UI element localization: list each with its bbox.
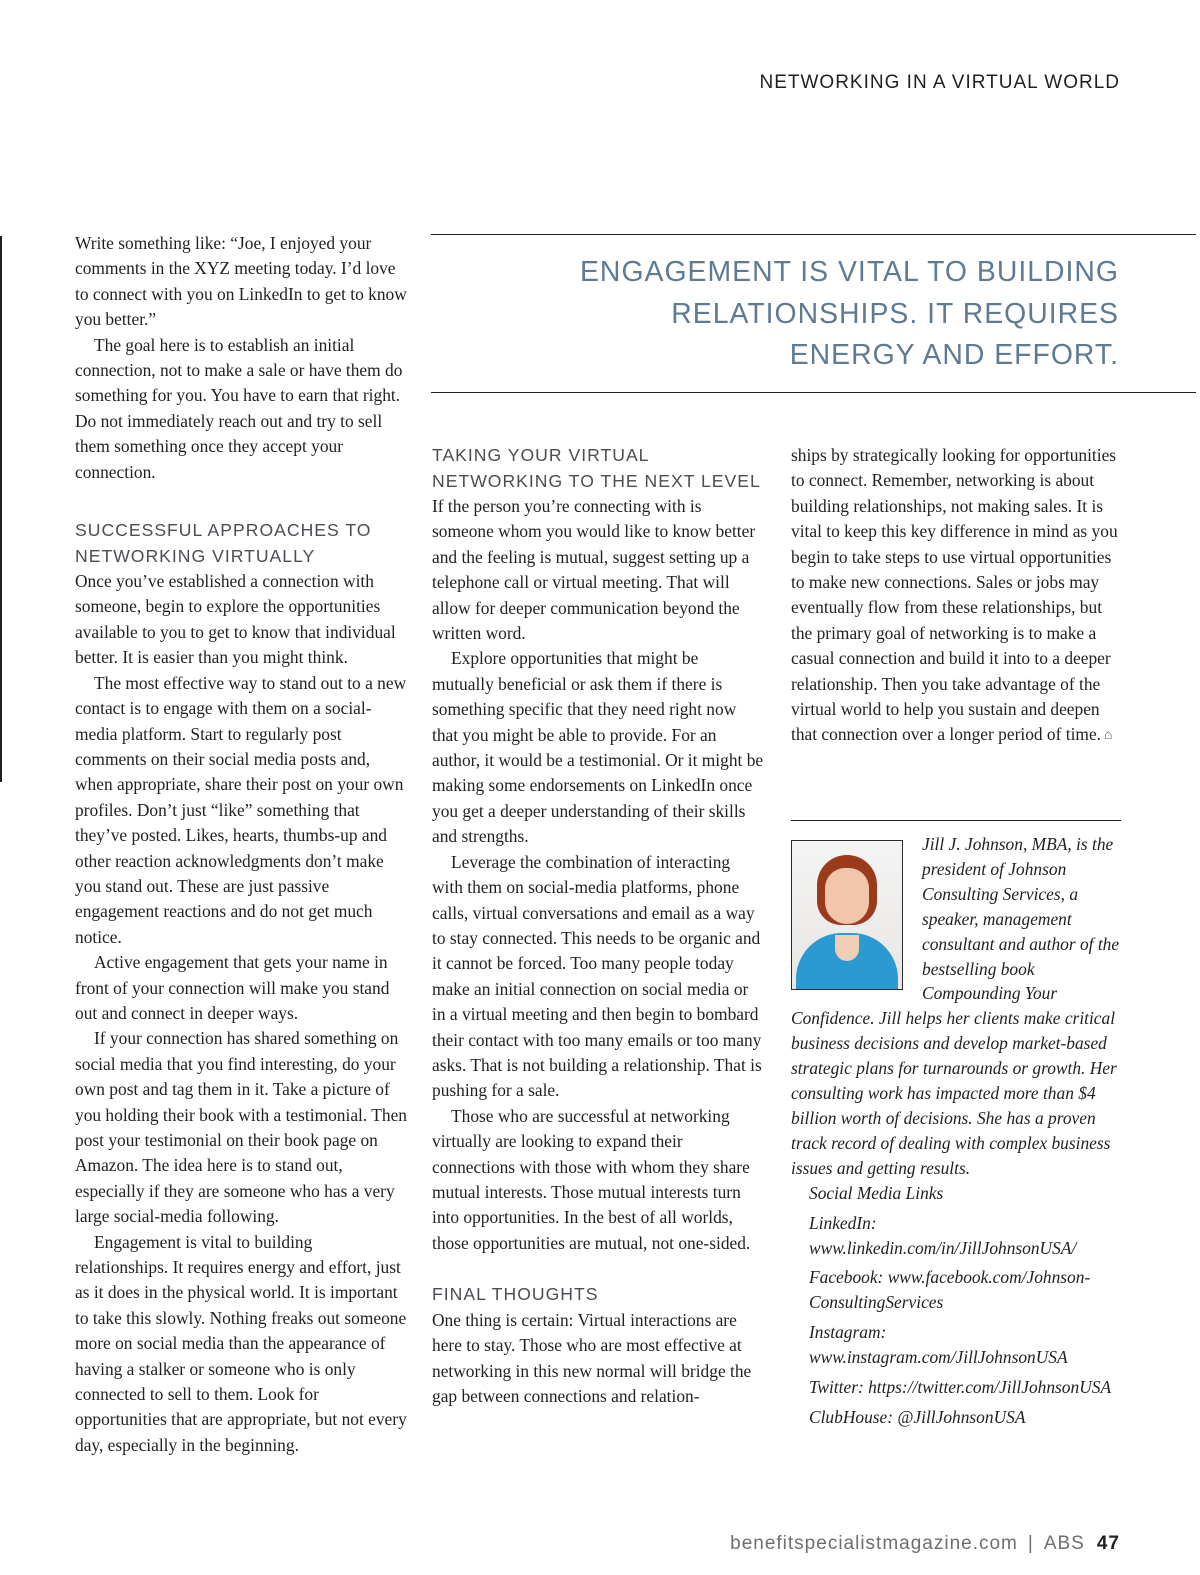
social-link-facebook[interactable]: Facebook: www.facebook.com/Johnson-ConsultingServices bbox=[809, 1267, 1091, 1313]
paragraph: The most effective way to stand out to a new contact is to engage with them on a social-media platform. Start to regularly post comments on their social media posts and, when appropriate, share their post on your own profiles. Don’t just “like” something that they’ve posted. Likes, hearts, thumbs-up and other reaction acknowledgments don’t make you stand out. These are just passive engagement reactions and do not get much notice. bbox=[75, 672, 407, 947]
pull-quote-line: ENGAGEMENT IS VITAL TO BUILDING bbox=[580, 256, 1119, 288]
social-links-title: Social Media Links bbox=[809, 1182, 944, 1203]
article-column-right bbox=[791, 443, 1121, 749]
social-links bbox=[791, 1181, 1121, 1430]
pull-quote-rule-bottom bbox=[431, 392, 1196, 393]
paragraph: Engagement is vital to building relationships. It requires energy and effort, just as it does in the physical world. It is important to take this slowly. Nothing freaks out someone more on social media than the appearance of having a stalker or someone who is only connected to sell to them. Look for opportunities that are appropriate, but not every day, especially in the beginning. bbox=[75, 1231, 407, 1455]
page-footer bbox=[730, 1533, 1120, 1555]
social-link-linkedin[interactable]: LinkedIn: www.linkedin.com/in/JillJohnsonUSA/ bbox=[809, 1212, 1077, 1258]
paragraph-text: ships by strategically looking for opportunities to connect. Remember, networking is about building relationships, not making sales. It is vital to keep this key difference in mind as you begin to take steps to use virtual opportunities to make new connections. Sales or jobs may eventually flow from these relationships, but the primary goal of networking is to make a casual connection and build it into to a deeper relationship. Then you take advantage of the virtual world to help you sustain and deepen that connection over a longer period of time. bbox=[791, 445, 1118, 745]
section-heading: SUCCESSFUL APPROACHES TO NETWORKING VIRTUALLY bbox=[75, 520, 372, 566]
social-link-twitter[interactable]: Twitter: https://twitter.com/JillJohnsonUSA bbox=[809, 1377, 1112, 1398]
bio-rule bbox=[791, 820, 1121, 821]
paragraph: If your connection has shared something on social media that you find interesting, do your own post and tag them in it. Take a picture of you holding their book with a testimonial. Then post your testimonial on their book page on Amazon. The idea here is to stand out, especially if they are someone who has a very large social-media following. bbox=[75, 1028, 407, 1227]
footer-publication: ABS bbox=[1043, 1533, 1085, 1554]
page-number: 47 bbox=[1096, 1533, 1120, 1554]
paragraph: One thing is certain: Virtual interactions are here to stay. Those who are most effective at networking in this new normal will bridge the gap between connections and relation- bbox=[432, 1309, 752, 1406]
article-column-left bbox=[75, 231, 407, 1458]
paragraph: Once you’ve established a connection with someone, begin to explore the opportunities available to you to get to know that individual better. It is easier than you might think. bbox=[75, 571, 396, 668]
section-heading: TAKING YOUR VIRTUAL NETWORKING TO THE NEXT LEVEL bbox=[432, 445, 761, 491]
pull-quote-line: RELATIONSHIPS. IT REQUIRES bbox=[671, 297, 1119, 330]
left-margin-rule bbox=[0, 236, 2, 782]
pull-quote-rule-top bbox=[431, 234, 1196, 235]
paragraph: The goal here is to establish an initial connection, not to make a sale or have them do something for you. You have to earn that right. Do not immediately reach out and try to sell them something once they accept your connection. bbox=[75, 334, 403, 482]
paragraph: Write something like: “Joe, I enjoyed your comments in the XYZ meeting today. I’d love to connect with you on LinkedIn to get to know you better.” bbox=[75, 233, 407, 330]
paragraph-continued bbox=[791, 443, 1121, 749]
footer-separator: | bbox=[1027, 1533, 1034, 1554]
running-head: NETWORKING IN A VIRTUAL WORLD bbox=[759, 72, 1120, 93]
paragraph: Leverage the combination of interacting with them on social-media platforms, phone calls, virtual conversations and email as a way to stay connected. This needs to be organic and it cannot be forced. Too many people today make an initial connection on social media or in a virtual meeting and then begin to bombard their contact with too many emails or too many asks. That is not building a relationship. That is pushing for a sale. bbox=[432, 851, 762, 1101]
paragraph: Explore opportunities that might be mutually beneficial or ask them if there is something specific that they need right now that you might be able to provide. For an author, it would be a testimonial. Or it might be making some endorsements on LinkedIn once you get a deeper understanding of their skills and strengths. bbox=[432, 648, 764, 847]
paragraph: Those who are successful at networking virtually are looking to expand their connections with those with whom they share mutual interests. Those mutual interests turn into opportunities. In the best of all worlds, those opportunities are mutual, not one-sided. bbox=[432, 1105, 751, 1253]
author-photo bbox=[791, 840, 903, 990]
social-link-instagram[interactable]: Instagram: www.instagram.com/JillJohnsonUSA bbox=[809, 1322, 1068, 1368]
pull-quote bbox=[479, 252, 1119, 377]
social-link-clubhouse[interactable]: ClubHouse: @JillJohnsonUSA bbox=[809, 1406, 1026, 1427]
footer-site: benefitspecialistmagazine.com bbox=[730, 1533, 1018, 1554]
author-bio bbox=[791, 832, 1121, 1435]
paragraph: If the person you’re connecting with is someone whom you would like to know better and the feeling is mutual, suggest setting up a telephone call or virtual meeting. That will allow for deeper communication beyond the written word. bbox=[432, 496, 756, 644]
article-column-middle bbox=[432, 443, 764, 1409]
pull-quote-line: ENERGY AND EFFORT. bbox=[789, 339, 1119, 371]
end-mark-icon: ⌂ bbox=[1104, 728, 1113, 744]
section-heading-final: FINAL THOUGHTS bbox=[432, 1284, 599, 1305]
bio-text: Jill J. Johnson, MBA, is the president of Johnson Consulting Services, a speaker, management consultant and author of the bestselling book Compounding Your Confidence. Jill helps her clients make critical business decisions and develop market-based strategic plans for turnarounds or growth. Her consulting work has impacted more than $4 billion worth of decisions. She has a proven track record of dealing with complex business issues and getting results. bbox=[791, 834, 1120, 1178]
paragraph: Active engagement that gets your name in front of your connection will make you stand out and connect in deeper ways. bbox=[75, 952, 390, 1023]
